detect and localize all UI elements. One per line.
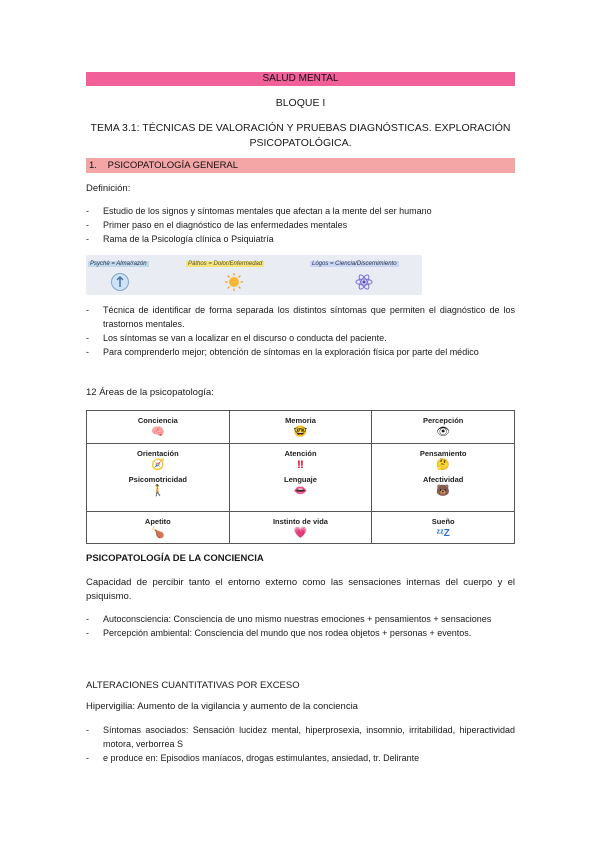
conciencia-intro: Capacidad de percibir tanto el entorno externo como las sensaciones internas del cuerpo y el psiquismo. [86, 577, 515, 602]
area-name: Sueño [431, 517, 455, 526]
etymology-label-logos: Lógos = Ciencia/Discernimiento [312, 261, 397, 267]
section-number: 1. [89, 160, 97, 171]
zzz-sleep-icon: ᶻᶻZ [436, 528, 450, 539]
area-name: Orientación [136, 449, 179, 458]
list-item: - e produce en: Episodios maníacos, drogas estimulantes, ansiedad, tr. Delirante [86, 751, 515, 765]
double-exclamation-icon: ‼ [297, 459, 304, 471]
heart-icon: 💗 [293, 527, 308, 539]
technique-list [86, 303, 515, 359]
conciencia-list [86, 612, 515, 640]
definition-list [86, 204, 515, 246]
etymology-label-pathos: Páthos = Dolor/Enfermedad [188, 261, 263, 267]
area-name: Afectividad [422, 475, 464, 484]
area-name: Lenguaje [284, 475, 317, 484]
bear-icon: 🐻 [436, 485, 450, 497]
list-item: - Los síntomas se van a localizar en el discurso o conducta del paciente. [86, 331, 515, 345]
etymology-label-psyche: Psyché = Alma/razón [90, 261, 147, 267]
list-item: - Autoconsciencia: Consciencia de uno mismo nuestras emociones + pensamientos + sensaciones [86, 612, 515, 626]
list-item: - Percepción ambiental: Consciencia del mundo que nos rodea objetos + personas + eventos. [86, 626, 515, 640]
area-name: Memoria [285, 416, 316, 425]
area-cell [87, 512, 230, 544]
areas-table [86, 410, 515, 544]
subject-title-bar: SALUD MENTAL [86, 72, 515, 86]
areas-label: 12 Áreas de la psicopatología: [86, 387, 214, 398]
area-cell [372, 444, 515, 512]
list-item: - Estudio de los signos y síntomas mentales que afectan a la mente del ser humano [86, 204, 515, 218]
area-name: Percepción [422, 416, 464, 425]
etymology-banner [86, 255, 422, 295]
list-item: - Técnica de identificar de forma separada los distintos síntomas que permiten el diagnóstico de los trastornos mentales. [86, 303, 515, 331]
topic-title: TEMA 3.1: TÉCNICAS DE VALORACIÓN Y PRUEBAS DIAGNÓSTICAS. EXPLORACIÓN PSICOPATOLÓGICA. [90, 122, 511, 149]
nerd-face-icon: 🤓 [293, 426, 308, 438]
area-cell [87, 444, 230, 512]
area-cell [229, 411, 372, 444]
list-item: - Para comprenderlo mejor; obtención de síntomas en la exploración física por parte del médico [86, 345, 515, 359]
conciencia-heading: PSICOPATOLOGÍA DE LA CONCIENCIA [86, 553, 264, 564]
walking-person-icon: 🚶 [150, 485, 165, 497]
area-name: Apetito [144, 517, 171, 526]
area-cell [229, 512, 372, 544]
hipervigilia-list [86, 723, 515, 765]
area-name: Pensamiento [419, 449, 467, 458]
section-title: PSICOPATOLOGÍA GENERAL [107, 160, 239, 171]
eye-icon: 👁 [436, 426, 451, 438]
block-title: BLOQUE I [275, 97, 326, 109]
area-name: Instinto de vida [272, 517, 328, 526]
area-cell [372, 512, 515, 544]
lips-icon: 👄 [293, 485, 308, 497]
thinking-face-icon: 🤔 [436, 459, 450, 471]
list-item: - Síntomas asociados: Sensación lucidez mental, hiperprosexia, insomnio, irritabilidad, hiperactividad motora, verborrea S [86, 723, 515, 751]
alteraciones-heading: ALTERACIONES CUANTITATIVAS POR EXCESO [86, 680, 300, 691]
drumstick-icon: 🍗 [150, 527, 165, 539]
area-cell [229, 444, 372, 512]
section-heading-psicopatologia-general [86, 158, 515, 173]
area-cell [87, 411, 230, 444]
area-cell [372, 411, 515, 444]
list-item: - Primer paso en el diagnóstico de las enfermedades mentales [86, 218, 515, 232]
area-name: Atención [284, 449, 317, 458]
area-name: Psicomotricidad [128, 475, 187, 484]
compass-icon: 🧭 [150, 459, 165, 471]
definition-label: Definición: [86, 183, 131, 194]
list-item: - Rama de la Psicología clínica o Psiquiatría [86, 232, 515, 246]
area-name: Conciencia [137, 416, 178, 425]
atom-icon [354, 272, 374, 292]
sun-icon [224, 272, 244, 292]
brain-icon: 🧠 [150, 426, 165, 438]
hipervigilia-text: Hipervigilia: Aumento de la vigilancia y aumento de la conciencia [86, 701, 358, 712]
arrow-circle-icon [110, 272, 130, 292]
